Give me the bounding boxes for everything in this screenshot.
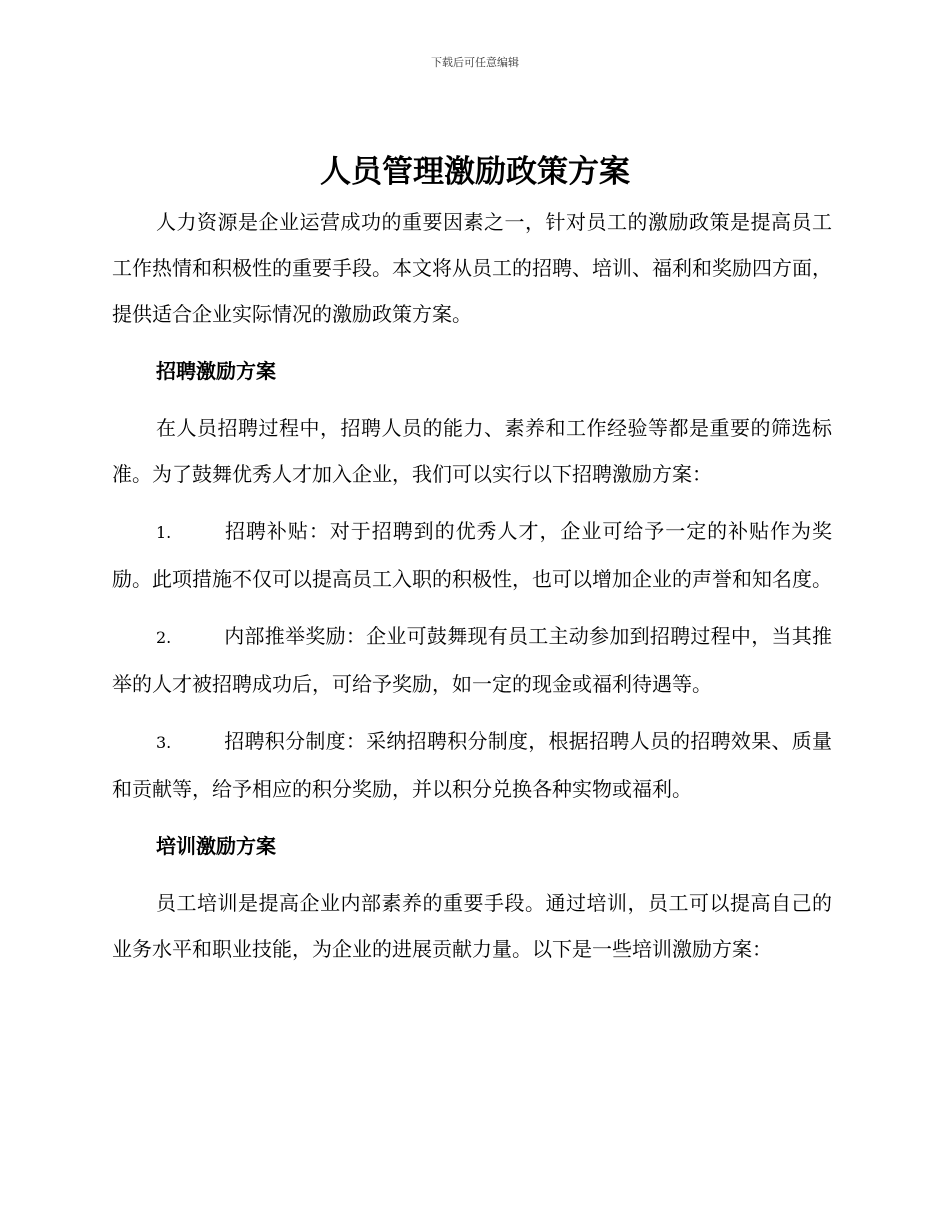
list-item — [112, 613, 832, 707]
list-item-text: 内部推举奖励：企业可鼓舞现有员工主动参加到招聘过程中，当其推举的人才被招聘成功后，可给予奖励，如一定的现金或福利待遇等。 — [112, 624, 832, 696]
document-body — [112, 199, 832, 983]
list-item-number: 2. — [156, 628, 172, 647]
document-title: 人员管理激励政策方案 — [320, 154, 630, 190]
list-item-number: 1. — [156, 523, 172, 542]
recruitment-intro-paragraph: 在人员招聘过程中，招聘人员的能力、素养和工作经验等都是重要的筛选标准。为了鼓舞优秀人才加入企业，我们可以实行以下招聘激励方案： — [112, 416, 832, 486]
list-item-number: 3. — [156, 733, 172, 752]
list-item-text: 招聘补贴：对于招聘到的优秀人才，企业可给予一定的补贴作为奖励。此项措施不仅可以提高员工入职的积极性，也可以增加企业的声誉和知名度。 — [112, 519, 832, 591]
list-item — [112, 508, 832, 602]
intro-paragraph: 人力资源是企业运营成功的重要因素之一，针对员工的激励政策是提高员工工作热情和积极性的重要手段。本文将从员工的招聘、培训、福利和奖励四方面，提供适合企业实际情况的激励政策方案。 — [112, 210, 832, 326]
training-intro-paragraph: 员工培训是提高企业内部素养的重要手段。通过培训，员工可以提高自己的业务水平和职业技能，为企业的进展贡献力量。以下是一些培训激励方案： — [112, 891, 832, 961]
section-heading-training: 培训激励方案 — [156, 834, 276, 858]
header-note: 下载后可任意编辑 — [431, 56, 519, 69]
section-heading-recruitment: 招聘激励方案 — [156, 359, 276, 383]
list-item — [112, 718, 832, 812]
list-item-text: 招聘积分制度：采纳招聘积分制度，根据招聘人员的招聘效果、质量和贡献等，给予相应的积分奖励，并以积分兑换各种实物或福利。 — [112, 729, 832, 801]
